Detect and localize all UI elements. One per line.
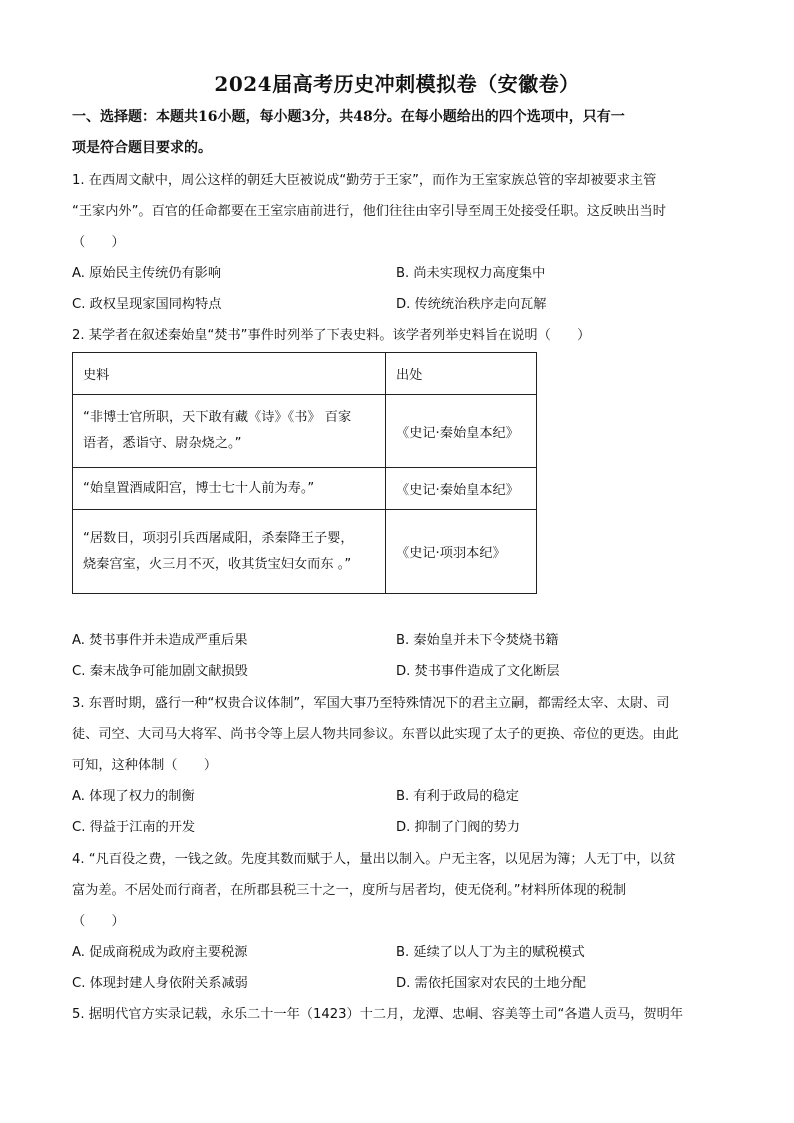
table-row	[73, 468, 537, 510]
section-header-line: 项是符合题目要求的。	[72, 140, 212, 156]
option-d: D. 传统统治秩序走向瓦解	[396, 297, 547, 312]
question-stem-line: 1. 在西周文献中，周公这样的朝廷大臣被说成“勤劳于王家”，而作为王室家族总管的宰却被要求主管	[72, 173, 657, 188]
question-stem-line: 3. 东晋时期，盛行一种“权贵合议体制”，军国大事乃至特殊情况下的君主立嗣，都需经太宰、太尉、司	[72, 696, 670, 711]
option-b: B. 有利于政局的稳定	[396, 789, 519, 804]
table-header-row	[73, 353, 537, 395]
cell-text-line: “居数日，项羽引兵西屠咸阳，杀秦降王子婴，	[83, 530, 354, 546]
cell-text-line: “非博士官所职，天下敢有藏《诗》《书》 百家	[83, 410, 352, 425]
question-stem-line: 富为差。不居处而行商者，在所郡县税三十之一，度所与居者均，使无侥利。”材料所体现的税制	[72, 883, 627, 898]
table-cell-source: 《史记·项羽本纪》	[386, 510, 537, 594]
table-cell-text	[73, 395, 386, 468]
option-b: B. 秦始皇并未下令焚烧书籍	[396, 633, 559, 648]
question-stem-line: （ ）	[72, 235, 125, 250]
question-stem-line: 徒、司空、大司马大将军、尚书令等上层人物共同参议。东晋以此实现了太子的更换、帝位的更迭。由此	[72, 727, 679, 742]
question-stem-line: “王家内外”。百官的任命都要在王室宗庙前进行，他们往往由宰引导至周王处接受任职。这反映出当时	[72, 204, 666, 219]
question-stem-line: 5. 据明代官方实录记载，永乐二十一年（1423）十二月，龙潭、忠峒、容美等土司“各遣人贡马，贺明年	[72, 1007, 684, 1022]
question-stem-line: （ ）	[72, 914, 125, 929]
option-c: C. 秦末战争可能加剧文献损毁	[72, 664, 248, 679]
page-title: 2024届高考历史冲刺模拟卷（安徽卷）	[214, 72, 580, 96]
option-d: D. 抑制了门阀的势力	[396, 820, 521, 835]
option-c: C. 政权呈现家国同构特点	[72, 297, 222, 312]
cell-text-line: 语者，悉诣守、尉杂烧之。”	[83, 436, 242, 451]
table-cell-text	[73, 468, 386, 510]
table-cell-source: 《史记·秦始皇本纪》	[386, 395, 537, 468]
table-row	[73, 510, 537, 594]
question-stem-line: 可知，这种体制（ ）	[72, 758, 218, 773]
table-row	[73, 395, 537, 468]
source-table	[72, 352, 537, 594]
option-a: A. 原始民主传统仍有影响	[72, 266, 222, 281]
cell-text-line: “始皇置酒咸阳宫，博士七十人前为寿。”	[83, 480, 315, 496]
section-header	[72, 102, 728, 164]
option-c: C. 体现封建人身依附关系减弱	[72, 976, 248, 991]
question-stem-line: 4. “凡百役之费，一钱之敛。先度其数而赋于人，量出以制入。户无主客，以见居为簿；人无丁中，以贫	[72, 852, 676, 867]
option-a: A. 焚书事件并未造成严重后果	[72, 633, 248, 648]
table-cell-text	[73, 510, 386, 594]
table-cell-source: 《史记·秦始皇本纪》	[386, 468, 537, 510]
option-b: B. 尚未实现权力高度集中	[396, 266, 546, 281]
table-header-cell: 出处	[386, 353, 537, 395]
option-b: B. 延续了以人丁为主的赋税模式	[396, 945, 585, 960]
option-a: A. 促成商税成为政府主要税源	[72, 945, 248, 960]
cell-text-line: 烧秦宫室，火三月不灭，收其货宝妇女而东 。”	[83, 556, 352, 572]
option-a: A. 体现了权力的制衡	[72, 789, 195, 804]
option-c: C. 得益于江南的开发	[72, 820, 196, 835]
option-d: D. 需依托国家对农民的土地分配	[396, 976, 586, 991]
option-d: D. 焚书事件造成了文化断层	[396, 664, 560, 679]
section-header-line: 一、选择题：本题共16小题，每小题3分，共48分。在每小题给出的四个选项中，只有一	[72, 109, 625, 125]
table-header-cell: 史料	[73, 353, 386, 395]
question-stem-line: 2. 某学者在叙述秦始皇“焚书”事件时列举了下表史料。该学者列举史料旨在说明（ ）	[72, 328, 591, 343]
